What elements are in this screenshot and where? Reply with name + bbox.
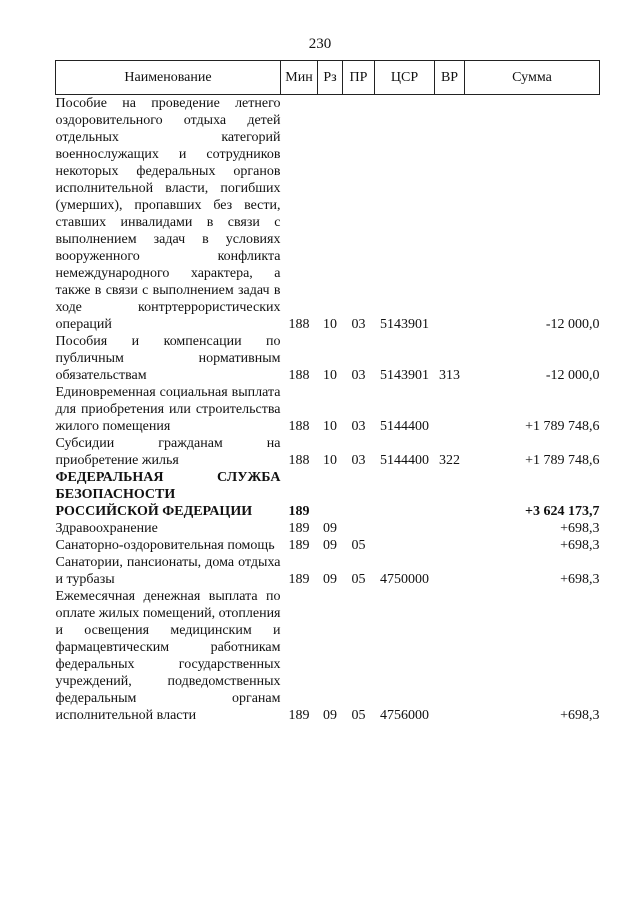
cell-name: Единовременная социальная выплата для приобретения или строительства жилого помещения <box>55 385 281 434</box>
table-header-row <box>56 61 600 95</box>
cell-rz: 09 <box>323 521 337 536</box>
cell-sum: +698,3 <box>560 538 600 553</box>
cell-pr: 03 <box>351 317 366 332</box>
cell-name: Здравоохранение <box>55 521 158 536</box>
cell-name: ФЕДЕРАЛЬНАЯ СЛУЖБА БЕЗОПАСНОСТИ РОССИЙСКОЙ ФЕДЕРАЦИИ <box>55 470 281 519</box>
header-min: Мин <box>281 61 318 95</box>
budget-table <box>55 60 600 724</box>
cell-csr <box>375 520 435 537</box>
header-pr: ПР <box>343 61 375 95</box>
cell-csr: 4756000 <box>380 708 429 723</box>
cell-vr <box>435 588 465 724</box>
cell-vr <box>435 537 465 554</box>
header-name: Наименование <box>56 61 281 95</box>
cell-csr: 5144400 <box>380 419 429 434</box>
page-number: 230 <box>308 36 332 52</box>
cell-sum: +698,3 <box>560 708 600 723</box>
cell-name: Санатории, пансионаты, дома отдыха и турбазы <box>55 555 281 587</box>
cell-sum: -12 000,0 <box>545 317 600 332</box>
cell-name: Санаторно-оздоровительная помощь <box>55 538 275 553</box>
table-row <box>56 520 600 537</box>
table-row <box>56 537 600 554</box>
cell-rz: 10 <box>323 368 337 383</box>
cell-min: 189 <box>288 572 310 587</box>
cell-vr: 313 <box>439 368 460 383</box>
cell-rz: 09 <box>323 538 337 553</box>
cell-min: 189 <box>288 504 310 519</box>
cell-rz <box>318 469 343 520</box>
table-row <box>56 384 600 435</box>
table-row <box>56 554 600 588</box>
cell-rz: 09 <box>323 572 337 587</box>
header-csr: ЦСР <box>375 61 435 95</box>
cell-sum: +1 789 748,6 <box>525 419 600 434</box>
cell-pr: 03 <box>351 368 366 383</box>
cell-csr <box>375 469 435 520</box>
table-row <box>56 95 600 334</box>
cell-vr <box>435 384 465 435</box>
cell-sum: +1 789 748,6 <box>525 453 600 468</box>
cell-name: Пособия и компенсации по публичным нормативным обязательствам <box>55 334 281 383</box>
cell-sum: +698,3 <box>560 572 600 587</box>
cell-vr <box>435 469 465 520</box>
cell-pr <box>343 520 375 537</box>
table-body <box>56 95 600 725</box>
cell-sum: +3 624 173,7 <box>525 504 600 519</box>
cell-pr: 03 <box>351 453 366 468</box>
cell-rz: 10 <box>323 419 337 434</box>
cell-min: 188 <box>288 317 310 332</box>
cell-csr: 5144400 <box>380 453 429 468</box>
cell-min: 189 <box>288 538 310 553</box>
cell-name: Ежемесячная денежная выплата по оплате жилых помещений, отопления и освещения медицинским и фармацевтическим работникам федеральных государственных учреждений, подведомственных федеральным органам исполнительной власти <box>55 589 281 723</box>
cell-min: 188 <box>288 368 310 383</box>
cell-pr <box>343 469 375 520</box>
cell-rz: 10 <box>323 317 337 332</box>
cell-sum: -12 000,0 <box>545 368 600 383</box>
cell-name: Субсидии гражданам на приобретение жилья <box>55 436 281 468</box>
cell-vr <box>435 554 465 588</box>
cell-name: Пособие на проведение летнего оздоровительного отдыха детей отдельных категорий военнослужащих и сотрудников некоторых федеральных органов исполнительной власти, погибших (умерших), пропавших без вести, ставших инвалидами в связи с выполнением задач в условиях вооруженного конфликта немеждународного характера, а также в связи с выполнением задач в ходе контртеррористических операций <box>55 96 281 332</box>
cell-pr: 05 <box>351 538 366 553</box>
cell-rz: 10 <box>323 453 337 468</box>
cell-min: 189 <box>288 708 310 723</box>
header-sum: Сумма <box>465 61 600 95</box>
cell-min: 188 <box>288 453 310 468</box>
table-row <box>56 469 600 520</box>
cell-min: 188 <box>288 419 310 434</box>
table-row <box>56 333 600 384</box>
header-vr: ВР <box>435 61 465 95</box>
cell-pr: 05 <box>351 572 366 587</box>
cell-csr: 5143901 <box>380 317 429 332</box>
cell-csr: 5143901 <box>380 368 429 383</box>
cell-csr: 4750000 <box>380 572 429 587</box>
cell-min: 189 <box>288 521 310 536</box>
cell-vr: 322 <box>439 453 460 468</box>
cell-csr <box>375 537 435 554</box>
cell-rz: 09 <box>323 708 337 723</box>
cell-vr <box>435 520 465 537</box>
cell-pr: 03 <box>351 419 366 434</box>
table-row <box>56 588 600 724</box>
header-rz: Рз <box>318 61 343 95</box>
table-row <box>56 435 600 469</box>
cell-sum: +698,3 <box>560 521 600 536</box>
cell-vr <box>435 95 465 334</box>
cell-pr: 05 <box>351 708 366 723</box>
